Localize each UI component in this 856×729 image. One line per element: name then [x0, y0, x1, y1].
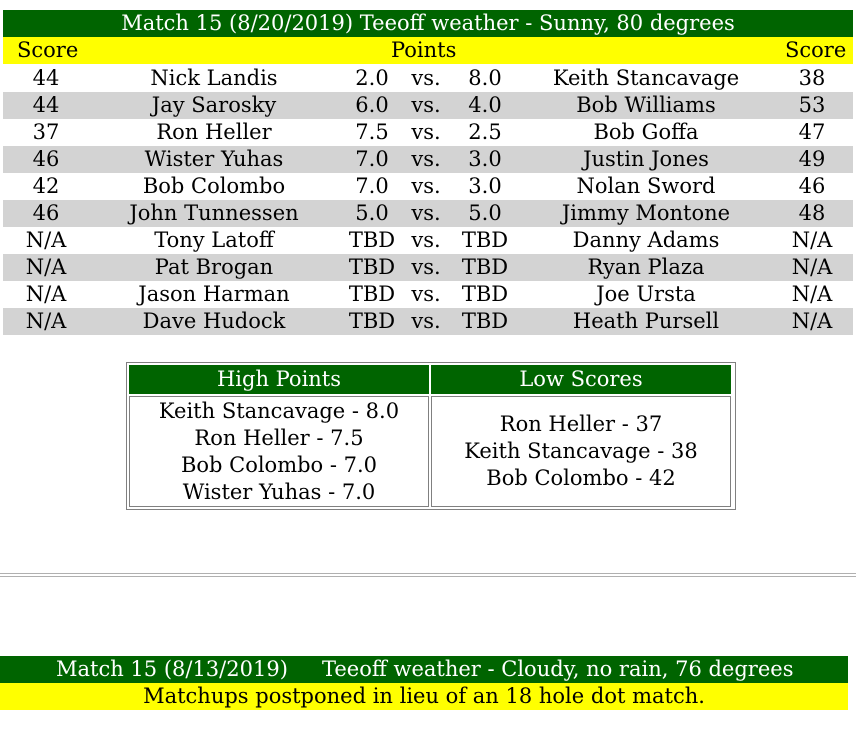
player-right: Danny Adams: [572, 228, 720, 252]
previous-match-date: Match 15 (8/13/2019): [56, 657, 288, 681]
vs-label: vs.: [411, 120, 441, 144]
player-right: Justin Jones: [583, 147, 709, 171]
score-left: 37: [32, 120, 60, 144]
points-left: 5.0: [355, 201, 389, 225]
score-right: 48: [798, 201, 826, 225]
player-right: Joe Ursta: [596, 282, 696, 306]
points-right: 2.5: [468, 120, 502, 144]
points-header: Points: [391, 38, 457, 62]
points-right: TBD: [461, 309, 509, 333]
vs-label: vs.: [411, 93, 441, 117]
table-row: [3, 254, 853, 281]
score-left: 42: [32, 174, 60, 198]
points-left: 2.0: [355, 66, 389, 90]
player-right: Keith Stancavage: [552, 66, 740, 90]
player-right: Heath Pursell: [572, 309, 720, 333]
player-right: Jimmy Montone: [561, 201, 731, 225]
points-left: TBD: [348, 309, 396, 333]
table-row: [3, 146, 853, 173]
score-left: 46: [32, 201, 60, 225]
points-right: TBD: [461, 255, 509, 279]
divider: [0, 573, 856, 577]
player-left: Bob Colombo: [142, 174, 286, 198]
player-left: Jason Harman: [138, 282, 290, 306]
player-right: Ryan Plaza: [587, 255, 705, 279]
player-left: Dave Hudock: [142, 309, 286, 333]
score-right: N/A: [791, 228, 833, 252]
score-left: N/A: [25, 282, 67, 306]
score-right: 49: [798, 147, 826, 171]
table-row: [3, 173, 853, 200]
vs-label: vs.: [411, 282, 441, 306]
low-scores-header: Low Scores: [431, 365, 731, 394]
points-right: 4.0: [468, 93, 502, 117]
player-left: John Tunnessen: [129, 201, 299, 225]
score-right-header: Score: [785, 38, 847, 62]
table-row: [3, 281, 853, 308]
points-left: 7.5: [355, 120, 389, 144]
vs-label: vs.: [411, 309, 441, 333]
points-right: 3.0: [468, 174, 502, 198]
points-left: 7.0: [355, 147, 389, 171]
vs-label: vs.: [411, 228, 441, 252]
score-left-header: Score: [17, 38, 79, 62]
points-right: 8.0: [468, 66, 502, 90]
points-left: TBD: [348, 228, 396, 252]
score-left: 44: [32, 66, 60, 90]
table-row: [3, 65, 853, 92]
player-left: Pat Brogan: [154, 255, 274, 279]
points-left: TBD: [348, 282, 396, 306]
list-item: Wister Yuhas - 7.0: [182, 479, 376, 504]
score-right: 47: [798, 120, 826, 144]
table-row: [3, 308, 853, 335]
vs-label: vs.: [411, 255, 441, 279]
score-right: N/A: [791, 255, 833, 279]
vs-label: vs.: [411, 66, 441, 90]
points-right: 5.0: [468, 201, 502, 225]
match-title: Match 15 (8/20/2019) Teeoff weather - Sunny, 80 degrees: [3, 10, 853, 37]
score-left: 46: [32, 147, 60, 171]
table-row: [3, 200, 853, 227]
list-item: Bob Colombo - 42: [486, 466, 676, 490]
list-item: Keith Stancavage - 8.0: [158, 398, 400, 423]
points-right: 3.0: [468, 147, 502, 171]
high-points-list: [129, 396, 429, 507]
previous-match-title: [0, 656, 848, 683]
player-left: Wister Yuhas: [144, 147, 284, 171]
summary-box: [126, 362, 736, 510]
score-left: N/A: [25, 228, 67, 252]
list-item: Ron Heller - 37: [499, 412, 663, 436]
vs-label: vs.: [411, 174, 441, 198]
player-left: Ron Heller: [156, 120, 272, 144]
score-right: N/A: [791, 282, 833, 306]
score-left: N/A: [25, 309, 67, 333]
list-item: Bob Colombo - 7.0: [180, 452, 378, 477]
player-left: Nick Landis: [150, 66, 278, 90]
list-item: Keith Stancavage - 38: [464, 439, 698, 463]
player-right: Nolan Sword: [576, 174, 716, 198]
high-points-header: High Points: [129, 365, 429, 394]
previous-match-note: Matchups postponed in lieu of an 18 hole dot match.: [0, 683, 848, 710]
player-right: Bob Goffa: [593, 120, 699, 144]
player-left: Jay Sarosky: [151, 93, 277, 117]
score-right: 38: [798, 66, 826, 90]
points-left: 7.0: [355, 174, 389, 198]
score-left: 44: [32, 93, 60, 117]
low-scores-list: [431, 396, 731, 507]
matchup-table: [3, 65, 853, 335]
table-row: [3, 119, 853, 146]
previous-match-weather: Teeoff weather - Cloudy, no rain, 76 degrees: [322, 657, 794, 681]
points-left: TBD: [348, 255, 396, 279]
table-row: [3, 92, 853, 119]
list-item: Ron Heller - 7.5: [194, 425, 364, 450]
points-right: TBD: [461, 282, 509, 306]
points-left: 6.0: [355, 93, 389, 117]
vs-label: vs.: [411, 147, 441, 171]
table-row: [3, 227, 853, 254]
vs-label: vs.: [411, 201, 441, 225]
score-right: 53: [798, 93, 826, 117]
player-right: Bob Williams: [576, 93, 716, 117]
points-right: TBD: [461, 228, 509, 252]
score-right: N/A: [791, 309, 833, 333]
score-right: 46: [798, 174, 826, 198]
column-headers: [3, 37, 853, 64]
score-left: N/A: [25, 255, 67, 279]
player-left: Tony Latoff: [154, 228, 274, 252]
